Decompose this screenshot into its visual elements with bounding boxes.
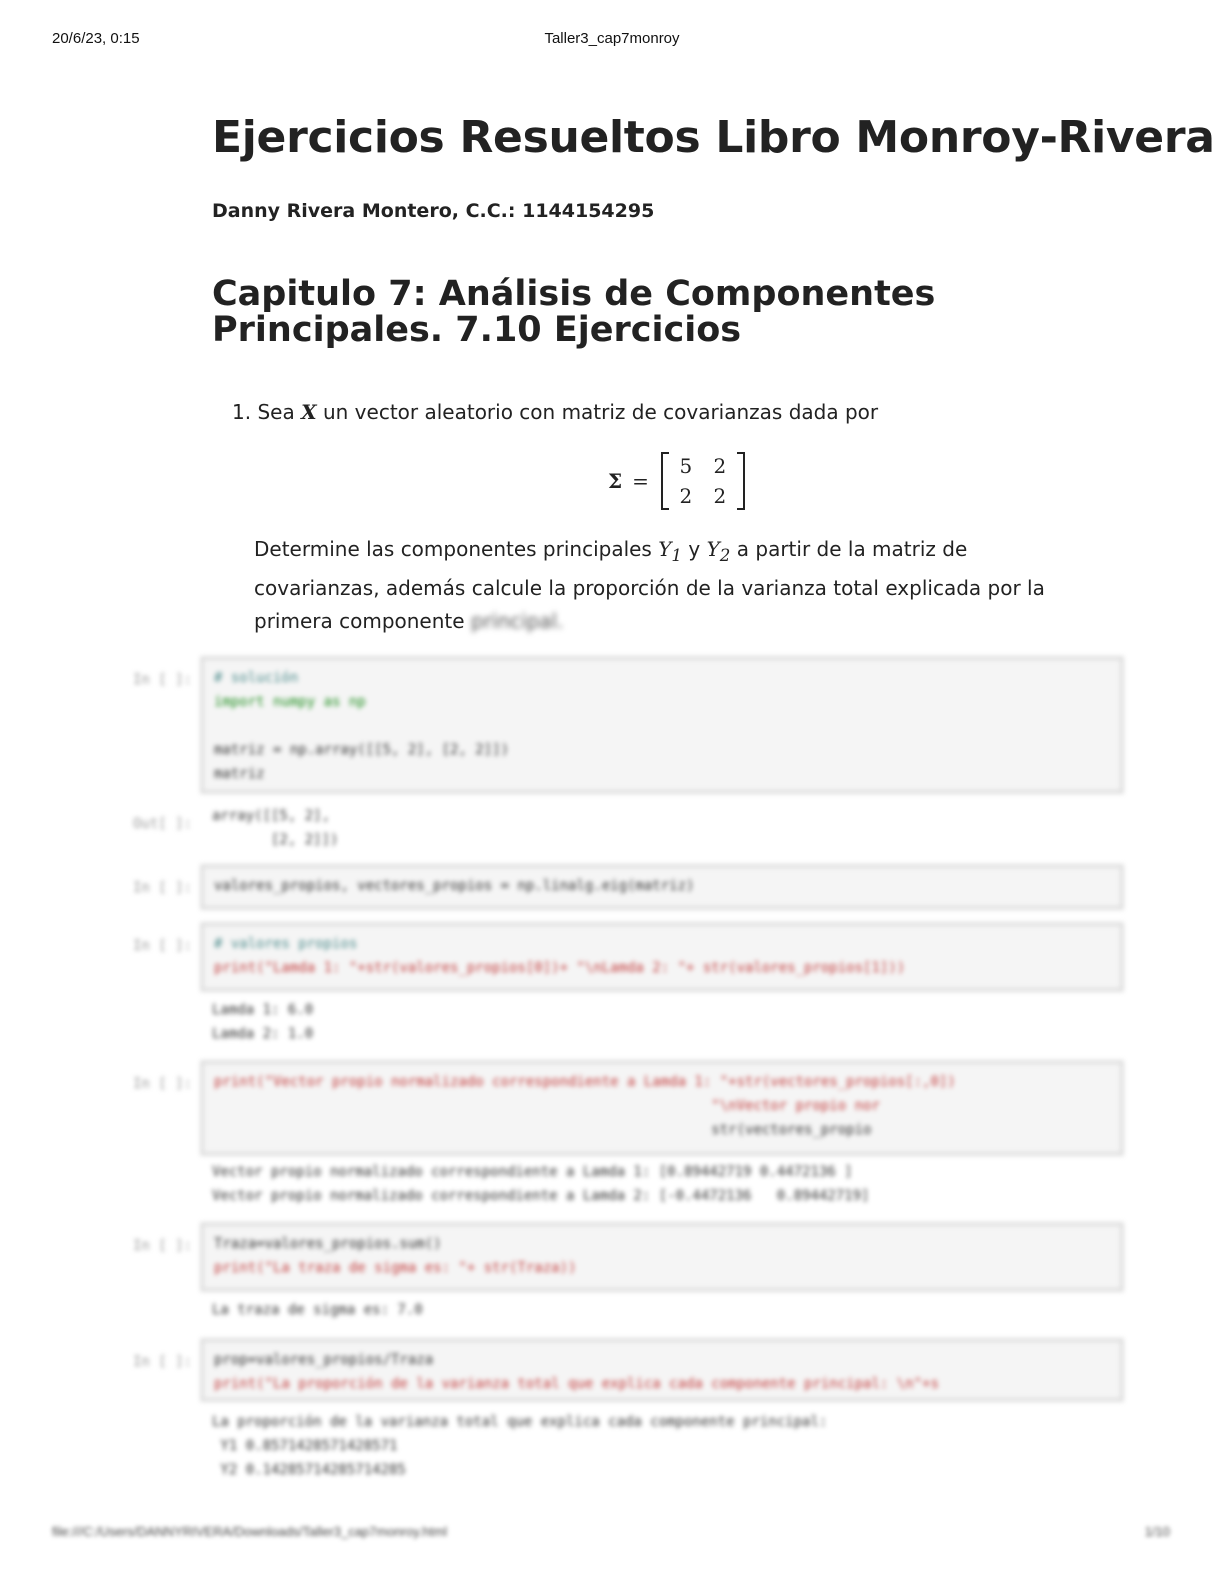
code-line: import numpy as np xyxy=(214,694,366,710)
print-timestamp: 20/6/23, 0:15 xyxy=(52,30,140,47)
matrix-cell: 2 xyxy=(713,454,727,478)
cell-prompt: In [ ]: xyxy=(132,880,192,896)
instructions-end: principal. xyxy=(470,609,564,633)
print-doc-title: Taller3_cap7monroy xyxy=(544,30,680,47)
code-line: print("Vector propio normalizado correspondiente a Lamda 1: "+str(vectores_propios[:,0]) xyxy=(214,1074,956,1090)
equals-sign: = xyxy=(632,469,649,493)
output-line: array([[5, 2], xyxy=(212,808,331,824)
cell-prompt: In [ ]: xyxy=(132,672,192,688)
code-cell[interactable] xyxy=(200,1338,1124,1402)
cell-prompt: In [ ]: xyxy=(132,1354,192,1370)
cell-output xyxy=(212,1160,1112,1208)
output-line: Lamda 2: 1.0 xyxy=(212,1026,314,1042)
cell-prompt: In [ ]: xyxy=(132,1076,192,1092)
output-line: La traza de sigma es: 7.0 xyxy=(212,1302,423,1318)
author-line: Danny Rivera Montero, C.C.: 1144154295 xyxy=(212,200,655,222)
exercise-instructions xyxy=(254,533,1074,638)
code-line: matriz xyxy=(214,766,265,782)
cell-output xyxy=(212,998,1112,1046)
sigma-symbol: Σ xyxy=(608,469,623,493)
cell-prompt: In [ ]: xyxy=(132,1238,192,1254)
output-line: La proporción de la varianza total que explica cada componente principal: xyxy=(212,1414,828,1430)
output-line: Y1 0.8571428571428571 xyxy=(212,1438,398,1454)
vector-symbol: X xyxy=(301,400,317,424)
exercise-text-before: Sea xyxy=(257,400,295,424)
print-file-path: file:///C:/Users/DANNYRIVERA/Downloads/Taller3_cap7monroy.html xyxy=(52,1524,447,1539)
code-line: # solución xyxy=(214,670,299,686)
output-line: Vector propio normalizado correspondiente a Lamda 2: [-0.4472136 0.89442719] xyxy=(212,1188,870,1204)
code-line: Traza=valores_propios.sum() xyxy=(214,1236,442,1252)
output-prompt: Out[ ]: xyxy=(132,816,192,832)
cell-prompt: In [ ]: xyxy=(132,938,192,954)
exercise-number: 1. xyxy=(232,400,252,424)
matrix-cell: 2 xyxy=(679,484,693,508)
instructions-text-2: a partir de la matriz de covarianzas, además calcule la proporción de la varianza total explicada por la primera componente xyxy=(254,537,1045,633)
page-title: Ejercicios Resueltos Libro Monroy-Rivera xyxy=(212,112,1215,163)
matrix-cell: 5 xyxy=(679,454,693,478)
y2-symbol: $Y_2$ xyxy=(706,537,731,565)
code-line: valores_propios, vectores_propios = np.linalg.eig(matriz) xyxy=(214,878,695,894)
code-cell[interactable] xyxy=(200,1222,1124,1292)
code-cell[interactable] xyxy=(200,656,1124,794)
instructions-and: y xyxy=(682,537,707,561)
cell-output xyxy=(212,1410,1112,1482)
cell-output xyxy=(212,1298,1112,1322)
code-line: print("La proporción de la varianza total que explica cada componente principal: \n"+s xyxy=(214,1376,939,1392)
exercise-item xyxy=(232,400,878,424)
code-line: str(vectores_propio xyxy=(214,1122,872,1138)
matrix-brackets xyxy=(661,452,745,510)
output-line: Lamda 1: 6.0 xyxy=(212,1002,314,1018)
output-line: Vector propio normalizado correspondiente a Lamda 1: [0.89442719 0.4472136 ] xyxy=(212,1164,853,1180)
page-number: 1/10 xyxy=(1144,1524,1170,1539)
code-line: print("La traza de sigma es: "+ str(Traza)) xyxy=(214,1260,577,1276)
output-line: [2, 2]]) xyxy=(212,832,339,848)
code-cell[interactable] xyxy=(200,922,1124,992)
cell-output xyxy=(212,804,1112,852)
matrix-cell: 2 xyxy=(713,484,727,508)
code-cell[interactable] xyxy=(200,864,1124,910)
instructions-text: Determine las componentes principales xyxy=(254,537,659,561)
code-line: matriz = np.array([[5, 2], [2, 2]]) xyxy=(214,742,510,758)
code-line: # valores propios xyxy=(214,936,358,952)
y1-symbol: $Y_1$ xyxy=(658,537,683,565)
chapter-heading: Capitulo 7: Análisis de Componentes Principales. 7.10 Ejercicios xyxy=(212,274,936,350)
code-line: "\nVector propio nor xyxy=(214,1098,880,1114)
code-line: prop=valores_propios/Traza xyxy=(214,1352,434,1368)
code-cell[interactable] xyxy=(200,1060,1124,1156)
covariance-matrix-equation xyxy=(608,450,745,512)
output-line: Y2 0.14285714285714285 xyxy=(212,1462,406,1478)
exercise-text-after: un vector aleatorio con matriz de covarianzas dada por xyxy=(322,400,879,424)
code-line xyxy=(214,714,1110,738)
code-line: print("Lamda 1: "+str(valores_propios[0])+ "\nLamda 2: "+ str(valores_propios[1])) xyxy=(214,960,906,976)
